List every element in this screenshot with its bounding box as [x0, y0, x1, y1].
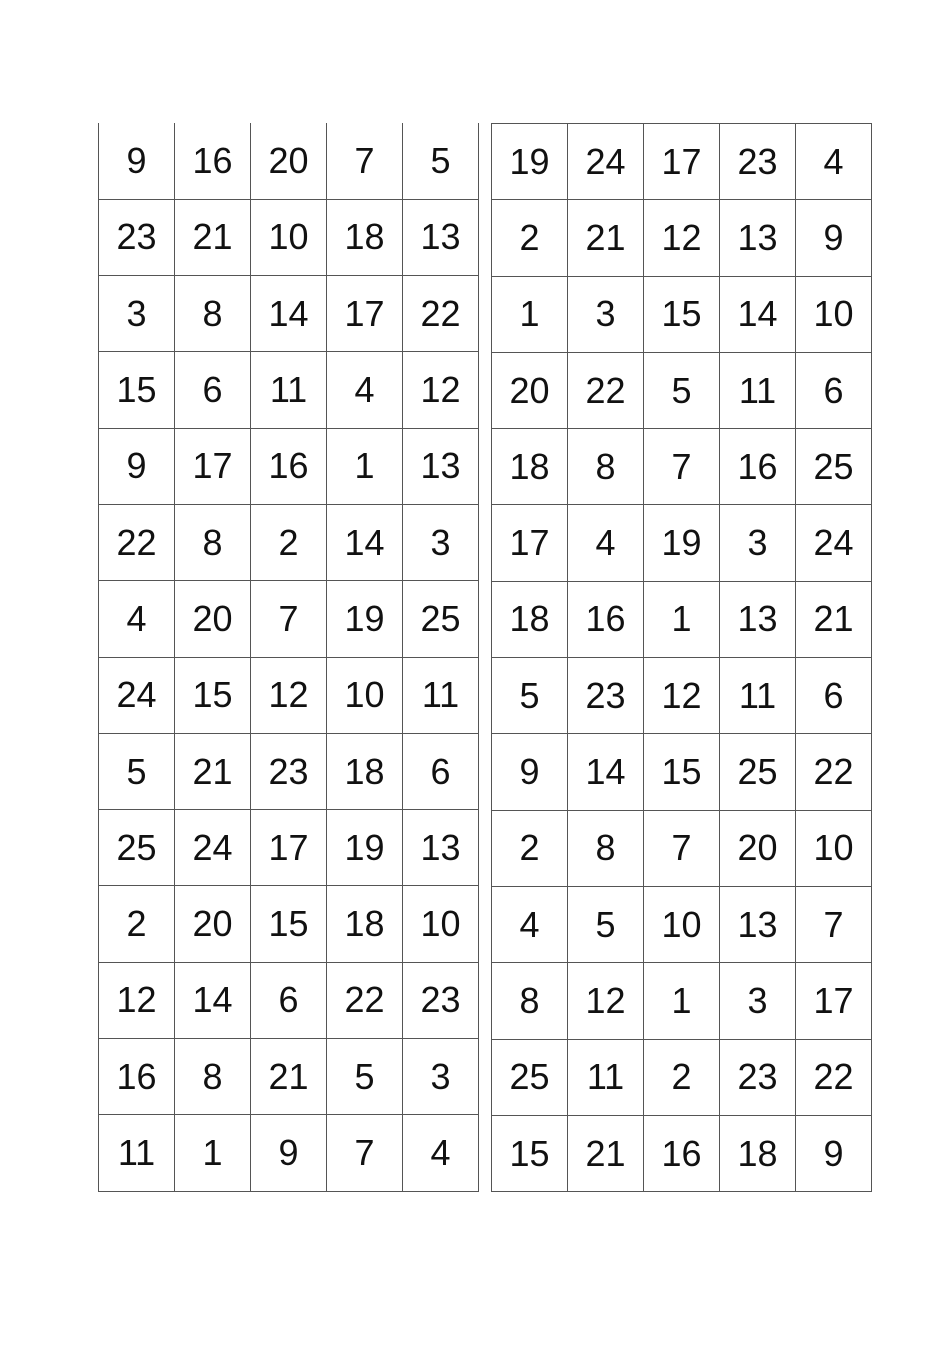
- grid-cell: 25: [403, 581, 479, 657]
- grid-cell: 8: [492, 963, 568, 1039]
- grid-cell: 16: [251, 428, 327, 504]
- grid-cell: 1: [644, 581, 720, 657]
- grid-row: [492, 124, 872, 200]
- grid-cell: 7: [327, 1115, 403, 1191]
- grid-cell: 10: [796, 810, 872, 886]
- grid-cell: 1: [492, 276, 568, 352]
- grid-cell: 12: [644, 658, 720, 734]
- grid-cell: 19: [327, 581, 403, 657]
- grid-cell: 25: [492, 1039, 568, 1115]
- grid-cell: 5: [644, 352, 720, 428]
- grid-cell: 15: [644, 276, 720, 352]
- grid-cell: 13: [720, 581, 796, 657]
- grid-cell: 11: [403, 657, 479, 733]
- grid-row: [492, 200, 872, 276]
- grid-cell: 5: [99, 733, 175, 809]
- grid-cell: 13: [403, 199, 479, 275]
- grid-cell: 19: [644, 505, 720, 581]
- grid-row: [99, 581, 479, 657]
- grid-cell: 13: [720, 886, 796, 962]
- grid-cell: 1: [644, 963, 720, 1039]
- grid-cell: 8: [568, 810, 644, 886]
- grid-cell: 21: [175, 199, 251, 275]
- grid-cell: 3: [720, 505, 796, 581]
- grid-cell: 10: [251, 199, 327, 275]
- grid-cell: 7: [644, 429, 720, 505]
- grid-cell: 8: [175, 1039, 251, 1115]
- grid-cell: 16: [175, 123, 251, 199]
- grid-cell: 12: [644, 200, 720, 276]
- grid-cell: 4: [492, 886, 568, 962]
- grid-cell: 2: [644, 1039, 720, 1115]
- grid-row: [99, 962, 479, 1038]
- grid-cell: 9: [492, 734, 568, 810]
- grid-row: [99, 733, 479, 809]
- grid-row: [99, 886, 479, 962]
- grid-cell: 2: [251, 504, 327, 580]
- grid-cell: 23: [99, 199, 175, 275]
- grid-cell: 22: [327, 962, 403, 1038]
- grid-cell: 1: [175, 1115, 251, 1191]
- grid-row: [99, 504, 479, 580]
- grid-cell: 13: [720, 200, 796, 276]
- grid-cell: 18: [720, 1115, 796, 1191]
- grid-cell: 12: [403, 352, 479, 428]
- grid-cell: 14: [568, 734, 644, 810]
- grid-cell: 24: [568, 124, 644, 200]
- grid-cell: 6: [796, 658, 872, 734]
- grid-cell: 23: [720, 124, 796, 200]
- grid-cell: 22: [568, 352, 644, 428]
- grid-cell: 13: [403, 428, 479, 504]
- grid-cell: 11: [251, 352, 327, 428]
- grid-cell: 9: [251, 1115, 327, 1191]
- grid-cell: 9: [99, 428, 175, 504]
- grid-row: [492, 429, 872, 505]
- grid-cell: 12: [251, 657, 327, 733]
- grid-cell: 2: [492, 200, 568, 276]
- grid-cell: 9: [796, 200, 872, 276]
- grid-cell: 10: [796, 276, 872, 352]
- grid-cell: 22: [796, 1039, 872, 1115]
- grid-cell: 23: [568, 658, 644, 734]
- grid-cell: 10: [327, 657, 403, 733]
- number-grid-left: [98, 123, 479, 1192]
- grid-cell: 6: [175, 352, 251, 428]
- grid-cell: 15: [492, 1115, 568, 1191]
- grid-row: [99, 810, 479, 886]
- grid-cell: 8: [175, 276, 251, 352]
- grid-cell: 16: [720, 429, 796, 505]
- grid-cell: 16: [99, 1039, 175, 1115]
- grid-cell: 14: [251, 276, 327, 352]
- grid-row: [99, 276, 479, 352]
- grid-cell: 5: [568, 886, 644, 962]
- grid-row: [492, 1039, 872, 1115]
- grid-cell: 4: [99, 581, 175, 657]
- grid-row: [492, 581, 872, 657]
- grid-cell: 11: [99, 1115, 175, 1191]
- grid-cell: 21: [251, 1039, 327, 1115]
- grid-row: [492, 658, 872, 734]
- grid-cell: 9: [99, 123, 175, 199]
- grid-row: [99, 199, 479, 275]
- grid-cell: 4: [796, 124, 872, 200]
- grid-cell: 2: [492, 810, 568, 886]
- grid-cell: 23: [403, 962, 479, 1038]
- grid-cell: 18: [492, 581, 568, 657]
- grid-cell: 8: [175, 504, 251, 580]
- grid-cell: 4: [403, 1115, 479, 1191]
- grid-cell: 18: [327, 886, 403, 962]
- grid-cell: 17: [492, 505, 568, 581]
- grid-cell: 20: [175, 886, 251, 962]
- grid-cell: 6: [403, 733, 479, 809]
- grid-row: [99, 1039, 479, 1115]
- grid-cell: 6: [796, 352, 872, 428]
- grid-row: [99, 1115, 479, 1191]
- grid-cell: 14: [720, 276, 796, 352]
- grid-row: [492, 1115, 872, 1191]
- grid-cell: 10: [644, 886, 720, 962]
- grid-cell: 20: [720, 810, 796, 886]
- grid-cell: 3: [720, 963, 796, 1039]
- grid-cell: 3: [99, 276, 175, 352]
- grid-row: [99, 657, 479, 733]
- grid-cell: 4: [568, 505, 644, 581]
- grid-cell: 23: [251, 733, 327, 809]
- grid-row: [99, 123, 479, 199]
- grid-cell: 14: [327, 504, 403, 580]
- grid-row: [492, 886, 872, 962]
- grid-cell: 17: [327, 276, 403, 352]
- grid-cell: 3: [403, 1039, 479, 1115]
- grid-cell: 1: [327, 428, 403, 504]
- grid-cell: 17: [644, 124, 720, 200]
- grid-cell: 12: [99, 962, 175, 1038]
- grid-cell: 12: [568, 963, 644, 1039]
- grid-cell: 7: [251, 581, 327, 657]
- grid-cell: 10: [403, 886, 479, 962]
- grid-cell: 24: [175, 810, 251, 886]
- grid-cell: 18: [327, 733, 403, 809]
- grid-cell: 8: [568, 429, 644, 505]
- grid-cell: 9: [796, 1115, 872, 1191]
- grid-cell: 11: [720, 658, 796, 734]
- grid-cell: 16: [644, 1115, 720, 1191]
- grid-cell: 7: [644, 810, 720, 886]
- grid-cell: 18: [327, 199, 403, 275]
- grid-cell: 13: [403, 810, 479, 886]
- grid-cell: 17: [175, 428, 251, 504]
- grid-cell: 16: [568, 581, 644, 657]
- grid-cell: 25: [720, 734, 796, 810]
- grid-cell: 22: [99, 504, 175, 580]
- grid-cell: 15: [644, 734, 720, 810]
- grid-cell: 3: [568, 276, 644, 352]
- grid-cell: 11: [568, 1039, 644, 1115]
- grid-cell: 15: [99, 352, 175, 428]
- grid-cell: 6: [251, 962, 327, 1038]
- grid-cell: 21: [796, 581, 872, 657]
- grid-cell: 5: [403, 123, 479, 199]
- grid-cell: 24: [99, 657, 175, 733]
- grid-row: [99, 428, 479, 504]
- grid-cell: 18: [492, 429, 568, 505]
- grid-cell: 25: [99, 810, 175, 886]
- grid-cell: 20: [492, 352, 568, 428]
- grid-cell: 21: [175, 733, 251, 809]
- grid-cell: 3: [403, 504, 479, 580]
- grid-cell: 5: [327, 1039, 403, 1115]
- grid-cell: 14: [175, 962, 251, 1038]
- grid-cell: 5: [492, 658, 568, 734]
- grid-row: [99, 352, 479, 428]
- grid-cell: 21: [568, 1115, 644, 1191]
- grid-row: [492, 734, 872, 810]
- grid-cell: 22: [403, 276, 479, 352]
- grid-cell: 15: [175, 657, 251, 733]
- grid-cell: 7: [327, 123, 403, 199]
- grid-row: [492, 505, 872, 581]
- grid-row: [492, 352, 872, 428]
- grid-row: [492, 963, 872, 1039]
- grid-cell: 19: [327, 810, 403, 886]
- grid-cell: 7: [796, 886, 872, 962]
- grid-cell: 11: [720, 352, 796, 428]
- grid-cell: 23: [720, 1039, 796, 1115]
- grid-cell: 21: [568, 200, 644, 276]
- grid-row: [492, 810, 872, 886]
- grid-cell: 17: [796, 963, 872, 1039]
- grid-cell: 24: [796, 505, 872, 581]
- grid-cell: 17: [251, 810, 327, 886]
- grid-cell: 25: [796, 429, 872, 505]
- grid-cell: 20: [251, 123, 327, 199]
- grid-row: [492, 276, 872, 352]
- grid-cell: 15: [251, 886, 327, 962]
- grid-cell: 4: [327, 352, 403, 428]
- number-grid-right: [491, 123, 872, 1192]
- grid-cell: 22: [796, 734, 872, 810]
- grid-cell: 20: [175, 581, 251, 657]
- grid-cell: 2: [99, 886, 175, 962]
- grid-cell: 19: [492, 124, 568, 200]
